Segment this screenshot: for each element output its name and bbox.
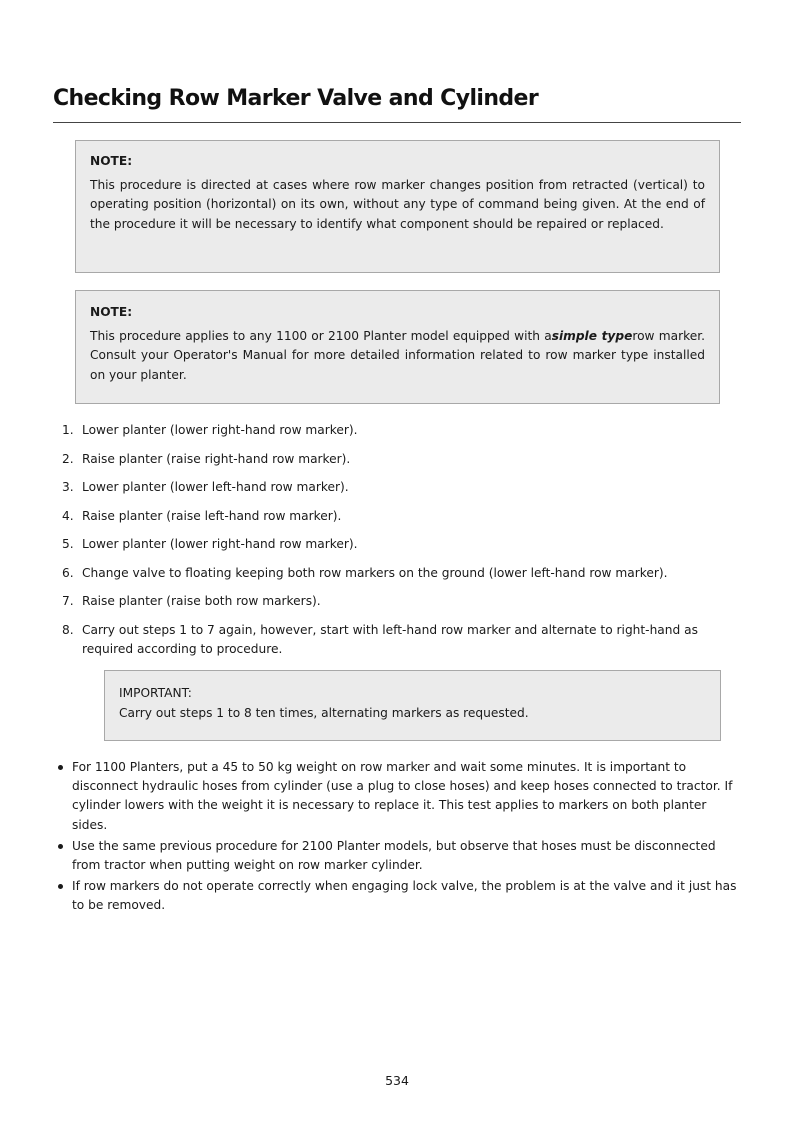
procedure-step	[58, 535, 748, 554]
step-number: 8.	[62, 622, 74, 637]
step-number: 6.	[62, 565, 74, 580]
step-text: Lower planter (lower right-hand row marker).	[82, 423, 358, 437]
procedure-step	[58, 592, 748, 611]
bullet-item	[55, 758, 745, 835]
step-text: Raise planter (raise left-hand row marker).	[82, 508, 342, 523]
bullet-dot-icon	[58, 844, 63, 849]
step-number: 5.	[62, 537, 74, 551]
page-title: Checking Row Marker Valve and Cylinder	[53, 86, 539, 111]
step-number: 1.	[62, 423, 74, 437]
procedure-step	[58, 478, 748, 497]
step-text: Carry out steps 1 to 7 again, however, start with left-hand row marker and alternate to right-hand as required according to procedure.	[82, 622, 698, 656]
note-label: NOTE:	[90, 154, 133, 168]
note-text-end: row marker. Consult your Operator's Manual for more detailed information related to row marker type installed on your planter.	[90, 328, 705, 382]
bullet-item	[55, 877, 745, 915]
step-text: Raise planter (raise right-hand row marker).	[82, 451, 351, 466]
step-text: Lower planter (lower left-hand row marker).	[82, 480, 349, 494]
step-number: 3.	[62, 480, 74, 494]
procedure-step	[58, 450, 748, 469]
procedure-step	[58, 507, 748, 526]
page-number: 534	[385, 1073, 409, 1088]
important-text: Carry out steps 1 to 8 ten times, alternating markers as requested.	[119, 706, 529, 720]
note-text	[90, 327, 705, 386]
note-emphasis-simple-type: simple type	[551, 328, 633, 343]
bullet-text: For 1100 Planters, put a 45 to 50 kg weight on row marker and wait some minutes. It is important to disconnect hydraulic hoses from cylinder (use a plug to close hoses) and keep hoses connected to tractor. If cylinder lowers with the weight it is necessary to replace it. This test applies to markers on both planter sides.	[72, 760, 733, 832]
bullet-dot-icon	[58, 765, 63, 770]
note-text: This procedure is directed at cases where row marker changes position from retracted (vertical) to operating position (horizontal) on its own, without any type of command being given. At the end of the procedure it will be necessary to identify what component should be repaired or replaced.	[90, 177, 705, 231]
bullet-item	[55, 837, 745, 875]
procedure-steps-list	[58, 421, 748, 668]
important-box	[104, 670, 721, 741]
bullet-dot-icon	[58, 884, 63, 889]
step-number: 2.	[62, 451, 74, 466]
bullet-list	[55, 758, 745, 918]
procedure-step	[58, 421, 748, 440]
step-text: Lower planter (lower right-hand row marker).	[82, 537, 358, 551]
step-number: 7.	[62, 594, 74, 608]
note-text-start: This procedure applies to any 1100 or 2100 Planter model equipped with a	[90, 328, 552, 343]
step-text: Raise planter (raise both row markers).	[82, 594, 321, 608]
title-underline	[53, 122, 741, 123]
bullet-text: Use the same previous procedure for 2100 Planter models, but observe that hoses must be disconnected from tractor when putting weight on row marker cylinder.	[72, 838, 716, 873]
note-box-model-applicability	[75, 290, 720, 404]
bullet-text: If row markers do not operate correctly when engaging lock valve, the problem is at the valve and it just has to be removed.	[72, 879, 737, 913]
note-box-procedure-scope	[75, 140, 720, 273]
procedure-step	[58, 564, 748, 583]
important-label: IMPORTANT:	[119, 686, 192, 700]
note-label: NOTE:	[90, 305, 133, 319]
procedure-step	[58, 621, 748, 659]
step-text: Change valve to floating keeping both row markers on the ground (lower left-hand row marker).	[82, 565, 668, 580]
step-number: 4.	[62, 508, 74, 523]
